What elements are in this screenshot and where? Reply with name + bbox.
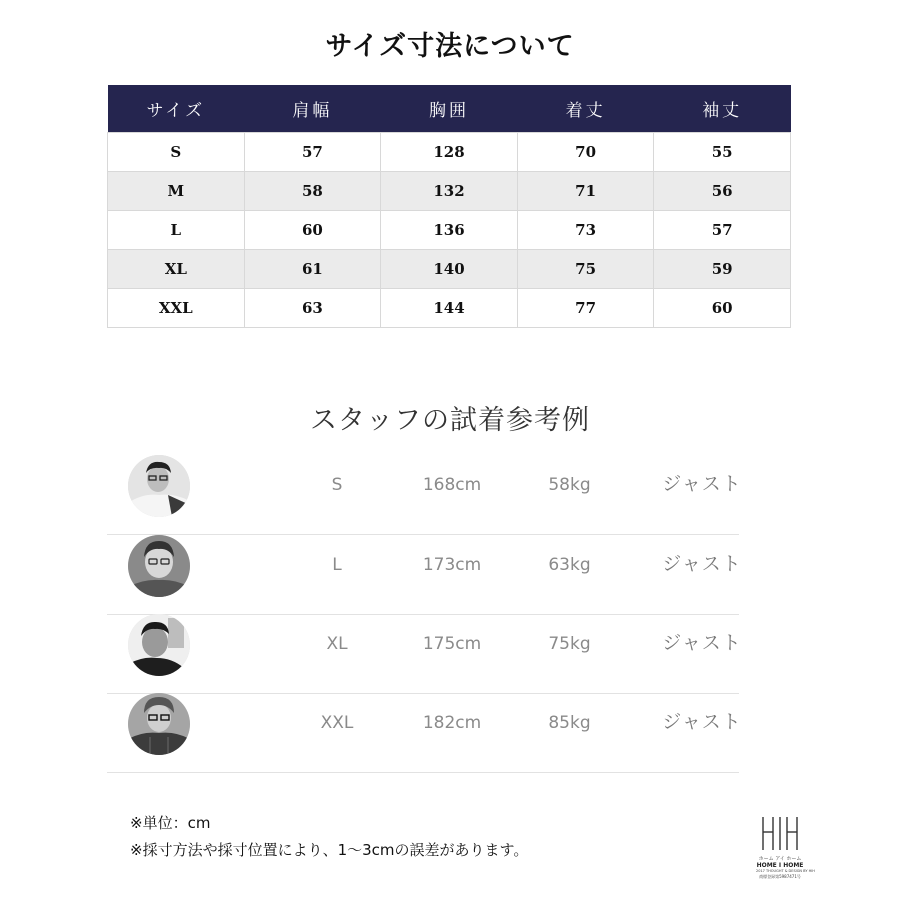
hih-logo-icon: [760, 814, 800, 852]
cell-size: M: [108, 172, 245, 211]
cell-shoulder-width: 58: [244, 172, 381, 211]
cell-chest: 144: [381, 289, 518, 328]
size-table: [107, 85, 791, 328]
header-chest: 胸囲: [381, 85, 518, 133]
size-chart-title: サイズ寸法について: [325, 31, 575, 62]
staff-height: 173cm: [422, 555, 482, 575]
table-row: [108, 133, 791, 172]
cell-size: XXL: [108, 289, 245, 328]
cell-chest: 140: [381, 250, 518, 289]
staff-fit: ジャスト: [662, 553, 742, 575]
staff-row: [107, 614, 742, 694]
logo-kana: ホーム アイ ホーム: [758, 856, 802, 862]
header-shoulder-width: 肩幅: [244, 85, 381, 133]
cell-size: L: [108, 211, 245, 250]
cell-size: XL: [108, 250, 245, 289]
cell-sleeve: 55: [654, 133, 791, 172]
table-row: [108, 289, 791, 328]
cell-length: 75: [517, 250, 654, 289]
staff-fit: ジャスト: [662, 632, 742, 654]
staff-fit: ジャスト: [662, 473, 742, 495]
staff-weight: 75kg: [548, 634, 591, 654]
cell-sleeve: 59: [654, 250, 791, 289]
cell-sleeve: 56: [654, 172, 791, 211]
header-sleeve: 袖丈: [654, 85, 791, 133]
cell-sleeve: 60: [654, 289, 791, 328]
table-row: [108, 250, 791, 289]
cell-length: 73: [517, 211, 654, 250]
logo-registration: 商標登録第5987471号: [759, 874, 801, 879]
cell-length: 70: [517, 133, 654, 172]
tolerance-note: ※採寸方法や採寸位置により、1～3cmの誤差があります。: [130, 841, 529, 859]
staff-size: XL: [326, 634, 348, 654]
header-length: 着丈: [517, 85, 654, 133]
cell-size: S: [108, 133, 245, 172]
cell-chest: 136: [381, 211, 518, 250]
staff-fit: ジャスト: [662, 711, 742, 733]
staff-avatar: [128, 693, 190, 755]
staff-weight: 63kg: [548, 555, 591, 575]
staff-size: L: [332, 555, 342, 575]
staff-avatar: [128, 614, 190, 676]
cell-length: 77: [517, 289, 654, 328]
staff-height: 168cm: [422, 475, 482, 495]
staff-height: 182cm: [422, 713, 482, 733]
logo-name: HOME I HOME: [756, 862, 804, 869]
staff-avatar: [128, 455, 190, 517]
table-row: [108, 211, 791, 250]
staff-weight: 58kg: [548, 475, 591, 495]
cell-sleeve: 57: [654, 211, 791, 250]
cell-chest: 128: [381, 133, 518, 172]
staff-avatar: [128, 535, 190, 597]
staff-weight: 85kg: [548, 713, 591, 733]
size-table-header: [108, 85, 791, 133]
unit-note: ※単位：cm: [130, 814, 211, 832]
cell-shoulder-width: 60: [244, 211, 381, 250]
staff-height: 175cm: [422, 634, 482, 654]
table-row: [108, 172, 791, 211]
staff-size: S: [331, 475, 343, 495]
staff-fitting-title: スタッフの試着参考例: [310, 405, 590, 436]
logo-subtitle: 2017 THOUGHT & DESIGN BY HIH: [756, 869, 815, 873]
cell-length: 71: [517, 172, 654, 211]
staff-row: [107, 535, 742, 615]
cell-shoulder-width: 57: [244, 133, 381, 172]
notes: [130, 810, 528, 864]
cell-chest: 132: [381, 172, 518, 211]
staff-size: XXL: [320, 713, 354, 733]
cell-shoulder-width: 63: [244, 289, 381, 328]
cell-shoulder-width: 61: [244, 250, 381, 289]
header-size: サイズ: [108, 85, 245, 133]
brand-logo: [756, 814, 815, 884]
staff-row: [107, 455, 742, 535]
staff-row: [107, 693, 742, 773]
